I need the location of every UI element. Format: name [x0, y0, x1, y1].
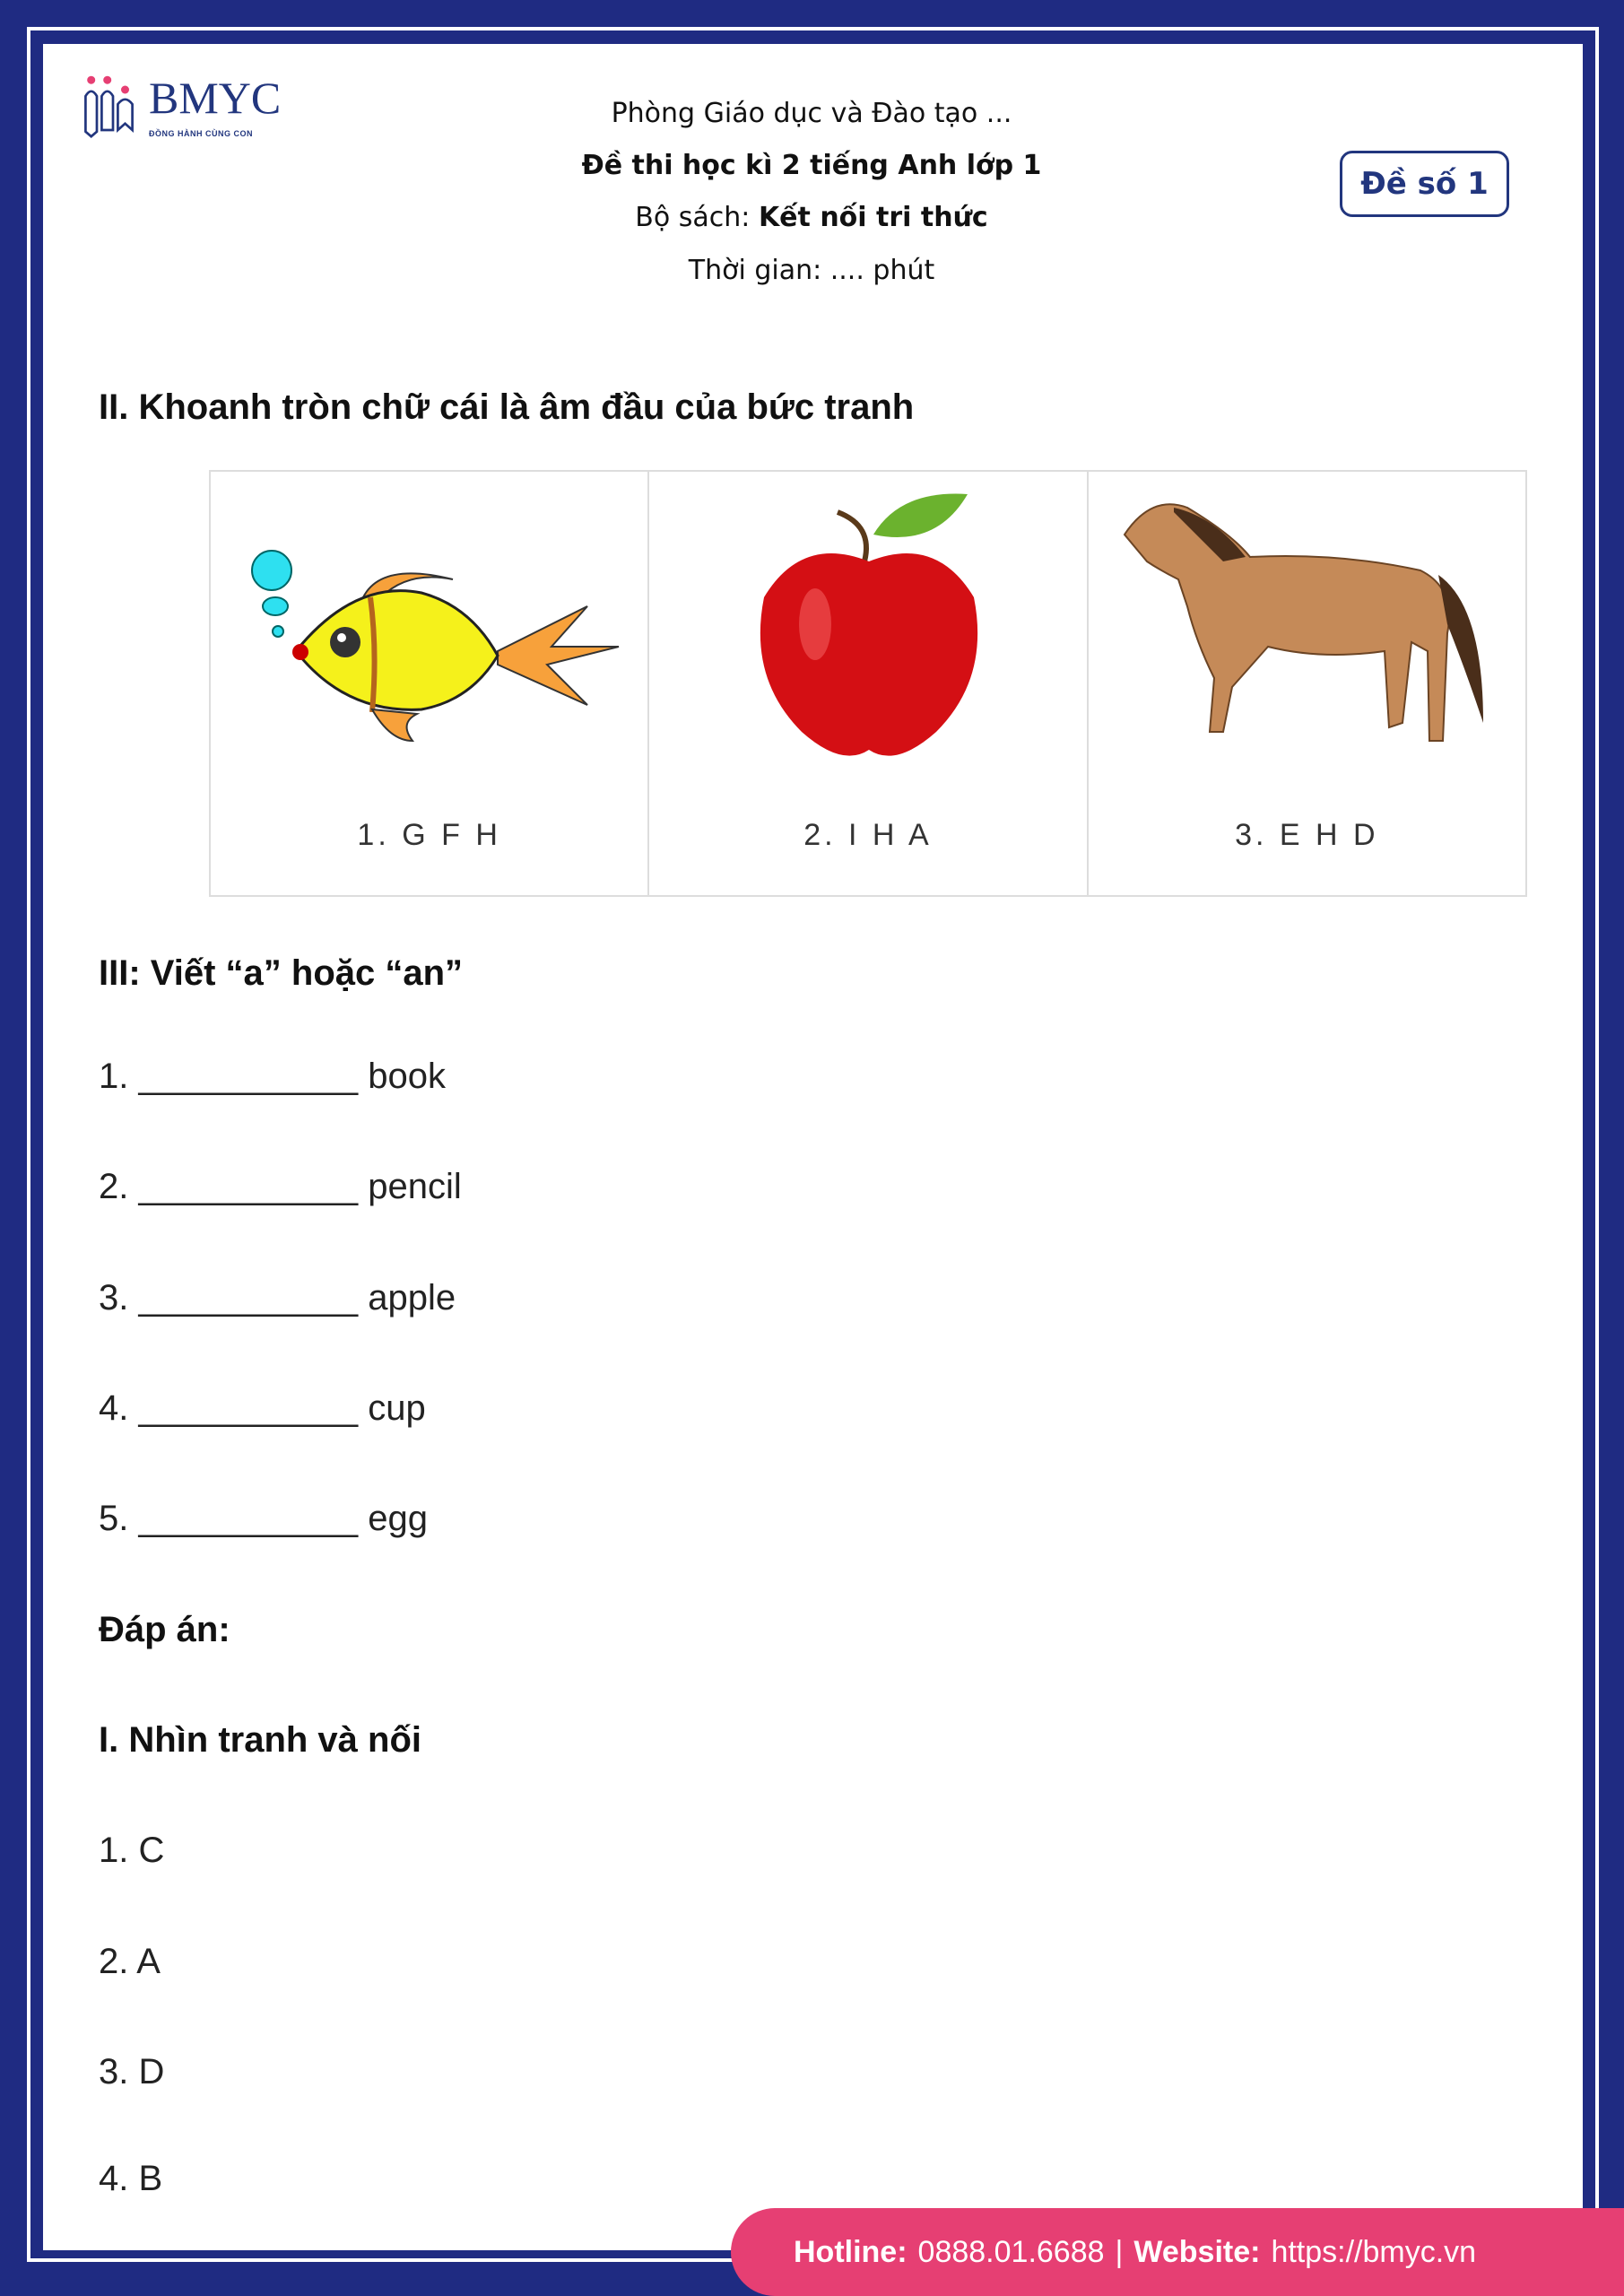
logo-tagline: ĐỒNG HÀNH CÙNG CON — [149, 129, 253, 138]
fill-item: 1. ___________ book — [99, 1057, 447, 1096]
section-2-title: II. Khoanh tròn chữ cái là âm đầu của bức tranh — [99, 387, 915, 427]
hotline-number[interactable]: 0888.01.6688 — [917, 2235, 1105, 2269]
header-department: Phòng Giáo dục và Đào tạo ... — [611, 98, 1012, 129]
book-value: Kết nối tri thức — [758, 202, 988, 233]
picture-caption: 2. I H A — [803, 818, 933, 852]
logo-text — [149, 70, 281, 140]
header-time: Thời gian: .... phút — [688, 255, 935, 286]
fill-item: 4. ___________ cup — [99, 1388, 426, 1428]
section-3-title: III: Viết “a” hoặc “an” — [99, 953, 464, 993]
header-book — [448, 200, 1175, 236]
answers-section-1-title: I. Nhìn tranh và nối — [99, 1720, 422, 1760]
fill-item: 3. ___________ apple — [99, 1278, 456, 1318]
answers-title: Đáp án: — [99, 1610, 230, 1649]
fill-item: 5. ___________ egg — [99, 1499, 429, 1538]
website-label: Website: — [1133, 2235, 1261, 2269]
exam-number-badge: Đề số 1 — [1340, 151, 1509, 217]
logo-wordmark: BMYC — [149, 73, 282, 123]
page — [43, 44, 1583, 2250]
answer-item: 4. B — [99, 2159, 163, 2198]
picture-caption: 3. E H D — [1235, 818, 1379, 852]
answer-item: 2. A — [99, 1942, 161, 1981]
header-exam-title: Đề thi học kì 2 tiếng Anh lớp 1 — [581, 150, 1042, 181]
fill-item: 2. ___________ pencil — [99, 1167, 462, 1206]
logo-icon — [81, 70, 145, 142]
fish-image — [211, 472, 650, 813]
picture-cell-apple — [649, 472, 1088, 895]
logo — [81, 70, 281, 142]
picture-caption: 1. G F H — [357, 818, 501, 852]
book-label: Bộ sách: — [635, 202, 751, 233]
answer-item: 1. C — [99, 1831, 165, 1870]
footer-separator: | — [1115, 2235, 1124, 2269]
picture-table — [209, 470, 1527, 897]
answer-item: 3. D — [99, 2052, 165, 2092]
contact-footer — [731, 2208, 1624, 2296]
hotline-label: Hotline: — [794, 2235, 908, 2269]
apple-image — [649, 472, 1089, 813]
picture-cell-horse — [1089, 472, 1525, 895]
horse-image — [1089, 472, 1528, 813]
website-link[interactable]: https://bmyc.vn — [1271, 2235, 1477, 2269]
picture-cell-fish — [211, 472, 649, 895]
